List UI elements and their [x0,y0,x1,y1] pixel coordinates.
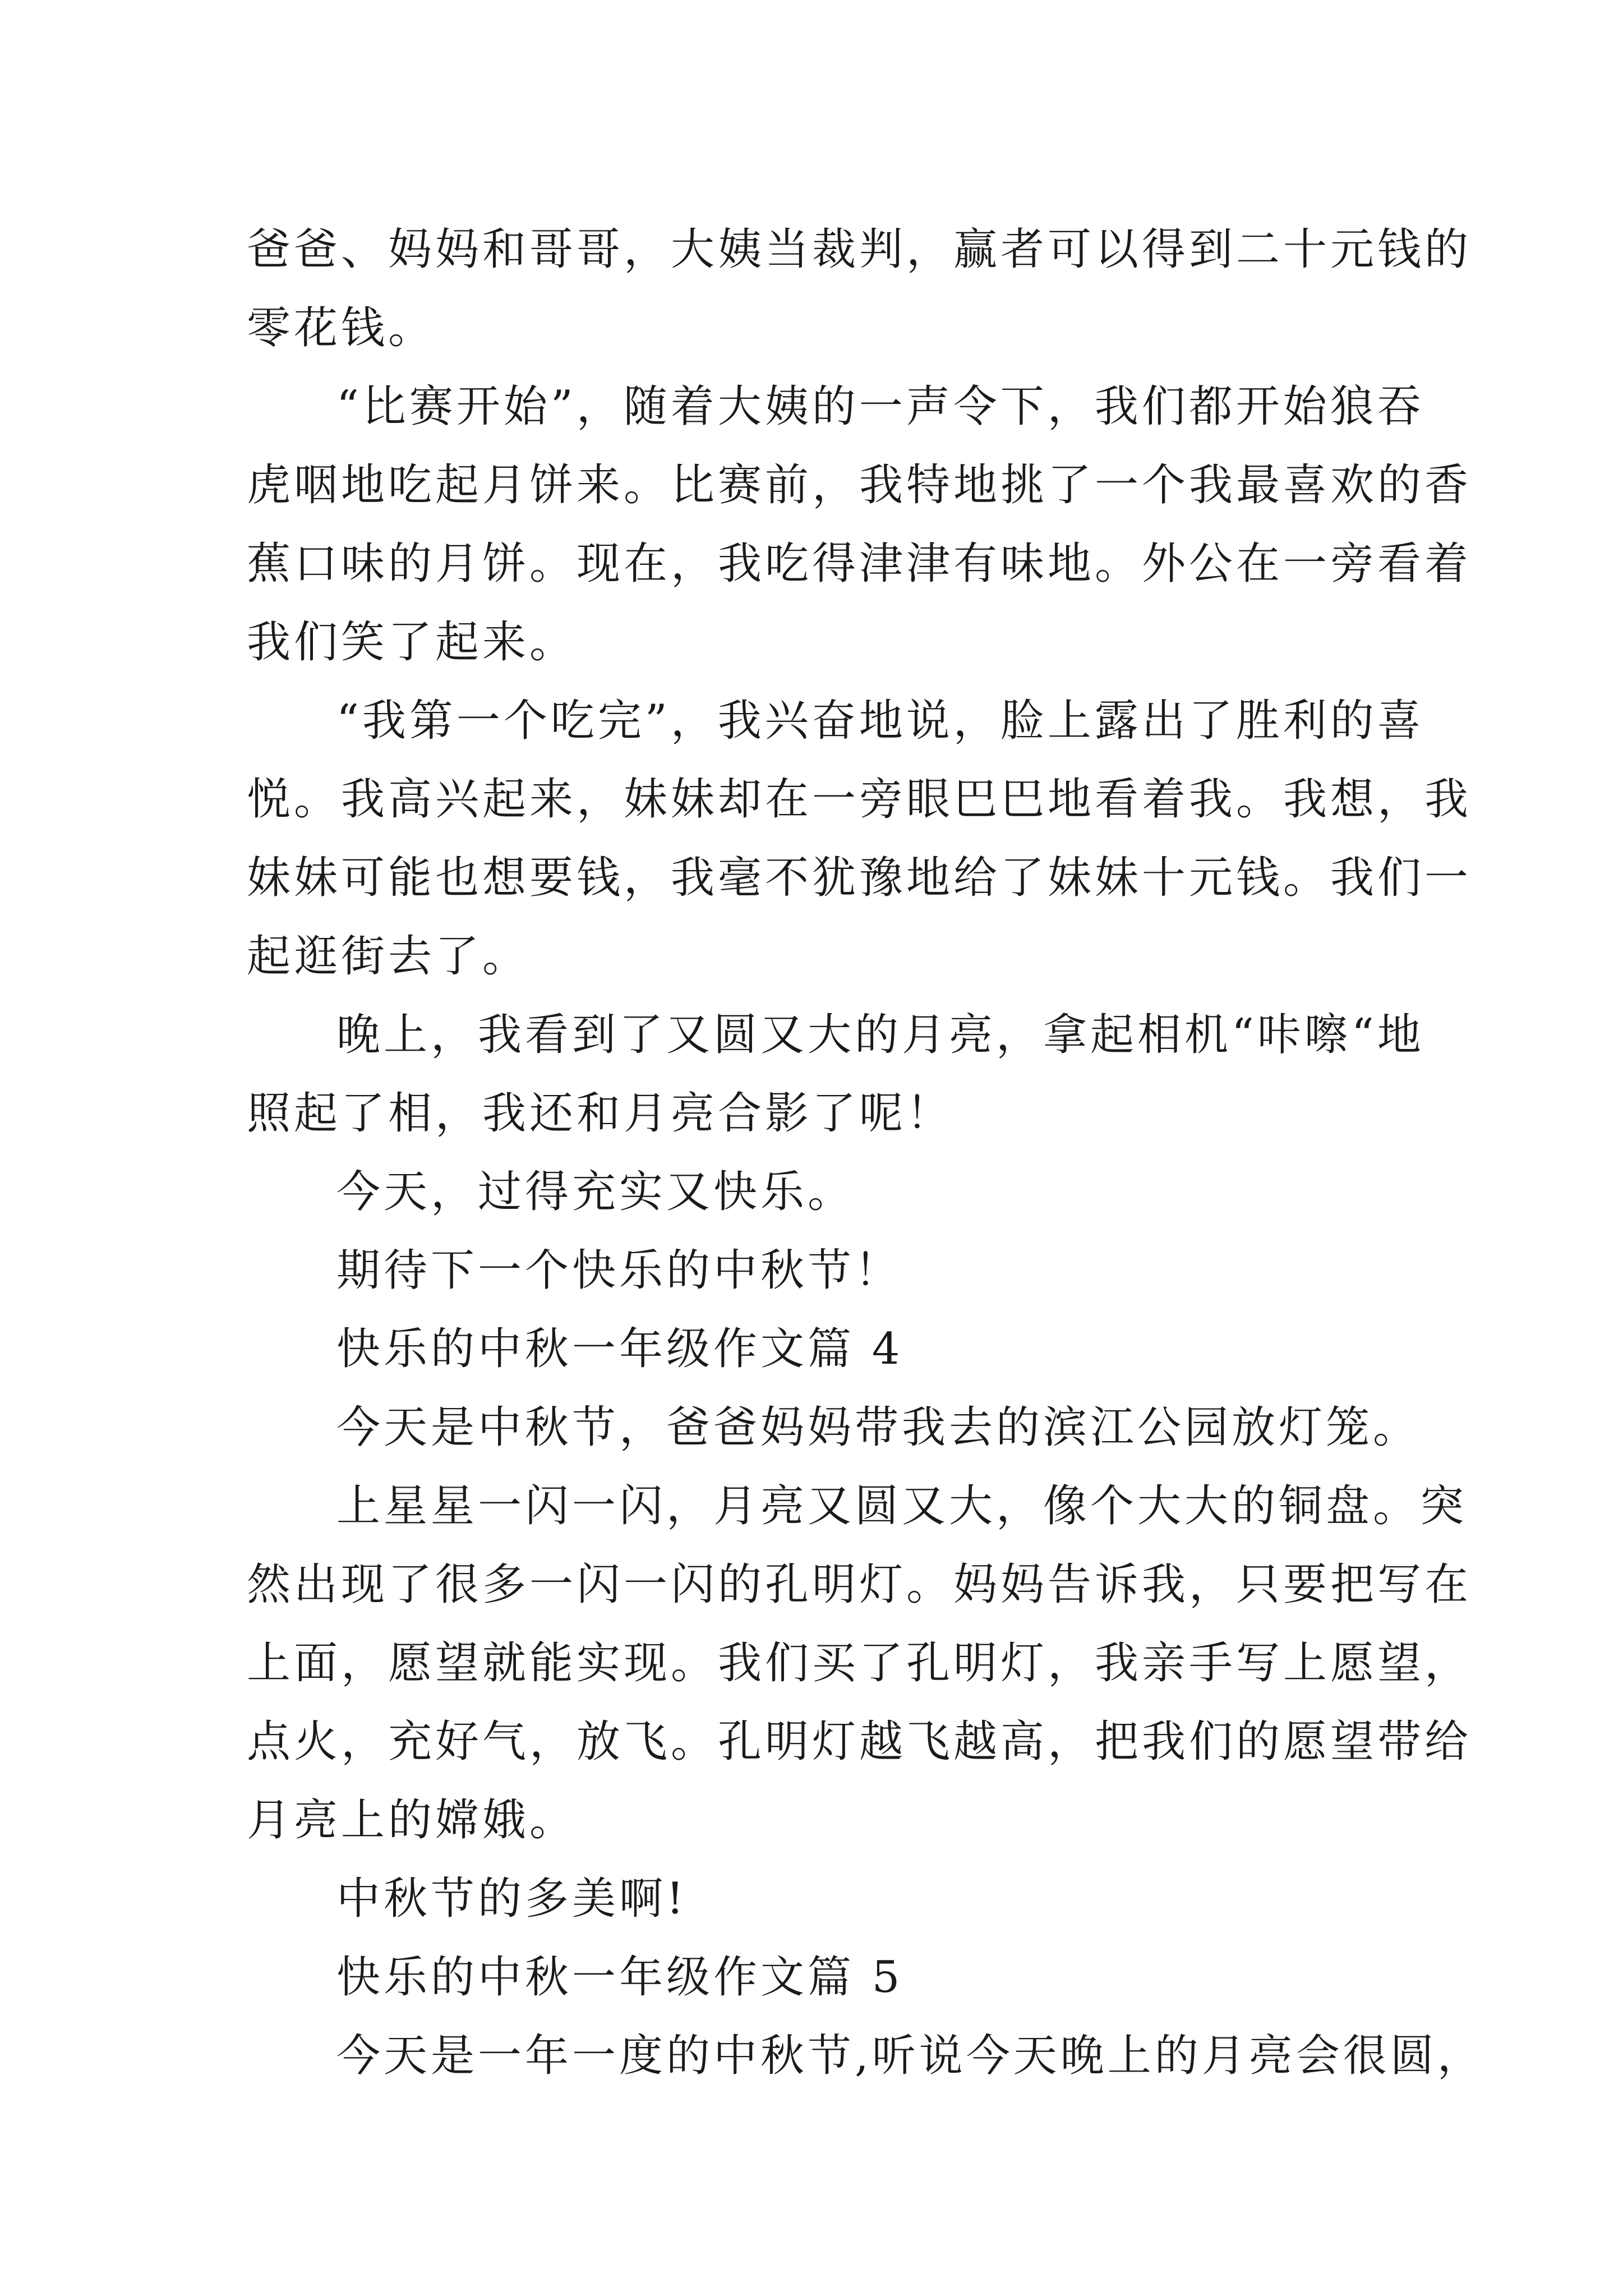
text-line-19: 上面，愿望就能实现。我们买了孔明灯，我亲手写上愿望， [247,1638,1472,1688]
text-line-16: 今天是中秋节，爸爸妈妈带我去的滨江公园放灯笼。 [336,1402,1421,1453]
text-line-20: 点火，充好气，放飞。孔明灯越飞越高，把我们的愿望带给 [247,1717,1472,1767]
text-line-4: 虎咽地吃起月饼来。比赛前，我特地挑了一个我最喜欢的香 [247,460,1472,510]
text-line-21: 月亮上的嫦娥。 [247,1795,577,1846]
text-line-11: 晚上，我看到了又圆又大的月亮，拿起相机“咔嚓“地 [336,1010,1424,1060]
text-line-9: 妹妹可能也想要钱，我毫不犹豫地给了妹妹十元钱。我们一 [247,853,1472,903]
text-line-24: 今天是一年一度的中秋节,听说今天晚上的月亮会很圆， [336,2031,1484,2081]
text-line-17: 上星星一闪一闪，月亮又圆又大，像个大大的铜盘。突 [336,1481,1468,1531]
text-line-22: 中秋节的多美啊! [336,1874,688,1924]
text-line-18: 然出现了很多一闪一闪的孔明灯。妈妈告诉我，只要把写在 [247,1559,1472,1610]
text-line-13: 今天，过得充实又快乐。 [336,1167,855,1217]
text-line-6: 我们笑了起来。 [247,617,577,668]
text-line-12: 照起了相，我还和月亮合影了呢！ [247,1088,954,1139]
text-line-8: 悦。我高兴起来，妹妹却在一旁眼巴巴地看着我。我想，我 [247,774,1472,825]
text-line-7: “我第一个吃完”，我兴奋地说，脸上露出了胜利的喜 [336,696,1424,746]
essay-body [247,210,1484,2095]
text-line-5: 蕉口味的月饼。现在，我吃得津津有味地。外公在一旁看着 [247,539,1472,589]
text-line-2: 零花钱。 [247,303,436,353]
section-heading-4: 快乐的中秋一年级作文篇 4 [336,1324,903,1374]
section-heading-5: 快乐的中秋一年级作文篇 5 [336,1952,903,2003]
text-line-1: 爸爸、妈妈和哥哥，大姨当裁判，赢者可以得到二十元钱的 [247,224,1472,275]
text-line-14: 期待下一个快乐的中秋节！ [336,1245,902,1296]
text-line-3: “比赛开始”，随着大姨的一声令下，我们都开始狼吞 [336,381,1424,432]
text-line-10: 起逛街去了。 [247,931,530,982]
